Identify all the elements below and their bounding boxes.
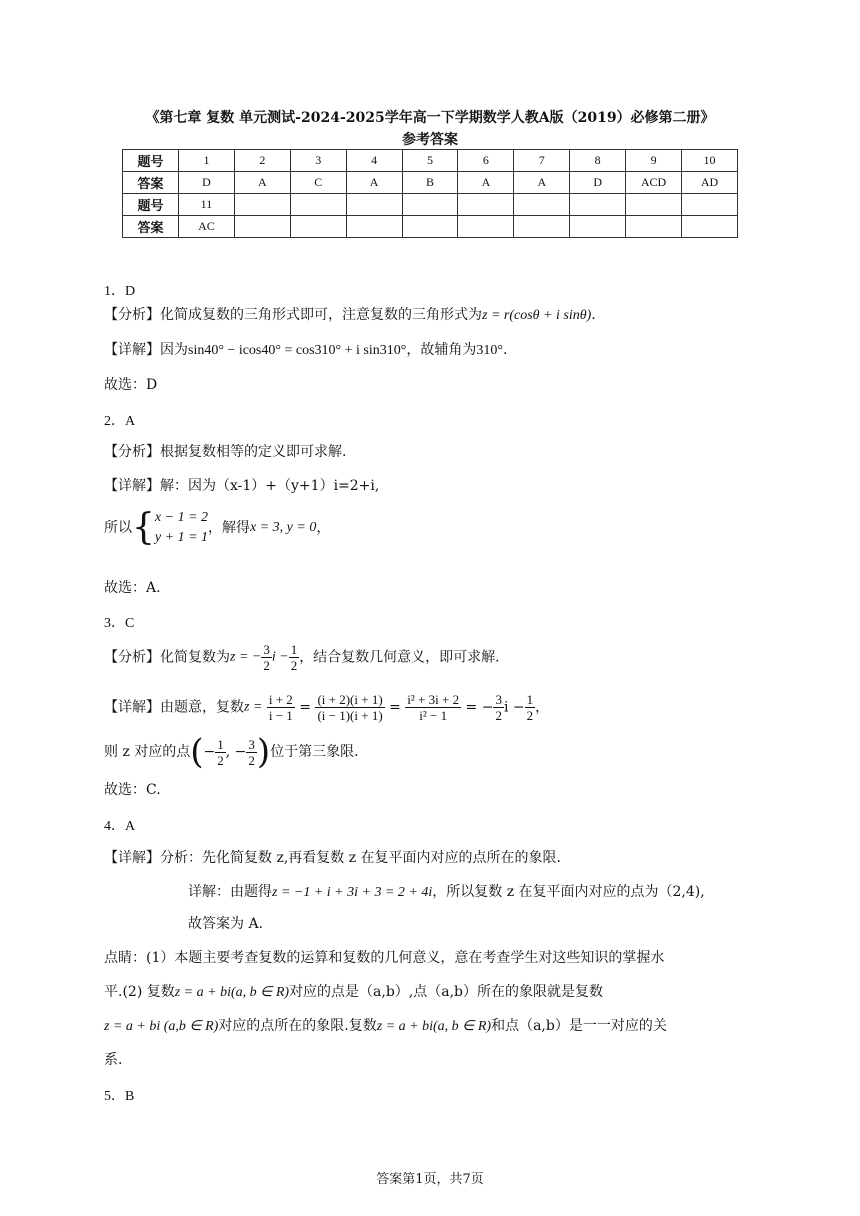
- table-cell: B: [402, 172, 458, 194]
- analysis-text: 化简复数为: [160, 649, 230, 666]
- detail-text: 分析：先化简复数 z,再看复数 z 在复平面内对应的点所在的象限.: [160, 850, 562, 866]
- table-cell: [290, 216, 346, 238]
- table-row: [123, 194, 738, 216]
- table-cell: [514, 194, 570, 216]
- row-label-answer: 答案: [123, 216, 179, 238]
- detail-text: 由题意，复数: [160, 699, 244, 716]
- comment-line: [104, 982, 603, 1003]
- detail-line: [188, 882, 705, 903]
- table-row: [123, 216, 738, 238]
- math-expression: sin40° − icos40° = cos310° + i sin310°: [188, 343, 407, 358]
- math-expression: x = 3, y = 0: [250, 520, 317, 535]
- comment-line: 系.: [104, 1052, 123, 1068]
- analysis-text: 根据复数相等的定义即可求解.: [160, 444, 347, 460]
- comment-text: 对应的点是（a,b）,点（a,b）所在的象限就是复数: [289, 984, 604, 1000]
- question-number: 2．A: [104, 414, 136, 429]
- table-cell: D: [570, 172, 626, 194]
- table-cell: 7: [514, 150, 570, 172]
- fraction: $\frac{3}{2}$: [263, 642, 270, 673]
- detail-label: 【详解】: [104, 850, 160, 866]
- math-expression: z = a + bi(a, b ∈ R): [376, 1019, 492, 1034]
- question-number: 1．D: [104, 284, 136, 299]
- detail-text: ，所以复数 z 在复平面内对应的点为（2,4),: [432, 884, 705, 900]
- detail-label: 【详解】: [104, 478, 160, 494]
- table-cell: [402, 216, 458, 238]
- table-cell: AC: [179, 216, 235, 238]
- table-cell: 8: [570, 150, 626, 172]
- page-title: 《第七章 复数 单元测试-2024-2025学年高一下学期数学人教A版（2019）必修第二册》: [145, 110, 715, 126]
- fraction: $\frac{1}{2}$: [526, 692, 534, 723]
- table-cell: AD: [682, 172, 738, 194]
- table-cell: [682, 194, 738, 216]
- table-cell: [234, 194, 290, 216]
- fraction: $\frac{1}{2}$: [290, 642, 298, 673]
- fraction: $\frac{3}{2}$: [495, 692, 502, 723]
- equation-system-line: 所以{ x − 1 = 2 y + 1 = 1 ，解得x = 3, y = 0，: [104, 507, 331, 548]
- analysis-line: 【分析】化简成复数的三角形式即可，注意复数的三角形式为z = r(cosθ + i sinθ).: [104, 307, 596, 323]
- table-cell: [458, 194, 514, 216]
- fraction: $\frac{i + 2}{i - 1}$: [268, 692, 293, 723]
- answer-table: [122, 149, 738, 238]
- detail-text: 解：因为（x-1）+（y+1）i=2+i,: [160, 478, 380, 494]
- comment-text: 平.(2) 复数: [104, 984, 175, 1000]
- table-cell: [570, 216, 626, 238]
- table-cell: [458, 216, 514, 238]
- detail-text: 所以: [104, 520, 132, 536]
- table-cell: [290, 194, 346, 216]
- detail-text: 详解：由题得: [188, 884, 272, 900]
- row-label-question: 题号: [123, 194, 179, 216]
- table-cell: A: [234, 172, 290, 194]
- fraction: $\frac{1}{2}$: [217, 736, 224, 768]
- detail-line: [104, 476, 379, 496]
- math-expression: z = r(cosθ + i sinθ): [482, 308, 592, 323]
- brace-symbol: {: [132, 507, 155, 548]
- table-cell: [514, 216, 570, 238]
- analysis-label: 【分析】: [104, 649, 160, 666]
- row-label-question: 题号: [123, 150, 179, 172]
- table-cell: [346, 216, 402, 238]
- table-cell: C: [290, 172, 346, 194]
- detail-text: 位于第三象限.: [270, 744, 359, 760]
- math-expression: z = a + bi (a,b ∈ R): [104, 1019, 219, 1034]
- table-cell: A: [514, 172, 570, 194]
- analysis-label: 【分析】: [104, 307, 160, 323]
- detail-label: 【详解】: [104, 699, 160, 716]
- detail-text: 则 z 对应的点: [104, 744, 191, 760]
- fraction: $\frac{\text{i² + 3i + 2}}{\text{i² − 1}}$: [407, 692, 460, 723]
- detail-line: 故答案为 A.: [188, 916, 264, 932]
- detail-text: ，解得: [208, 520, 251, 536]
- table-cell: 3: [290, 150, 346, 172]
- table-cell: 6: [458, 150, 514, 172]
- detail-line: [104, 848, 561, 868]
- question-number: 4．A: [104, 819, 136, 834]
- math-expression: z = a + bi(a, b ∈ R): [174, 985, 290, 1000]
- row-label-answer: 答案: [123, 172, 179, 194]
- question-number: 5．B: [104, 1089, 135, 1104]
- detail-line: 【详解】由题意，复数z = $\frac{i + 2}{i - 1}$ = $\frac{(i + 2)(i + 1)}{(i - 1)(i + 1)}$ = $\frac{\text{i² + 3i + 2}}{\text{i² − 1}}$ = − $\frac{3}{2}$ i − $\frac{1}{2}$ ，: [104, 692, 550, 723]
- table-row: [123, 150, 738, 172]
- choice-line: 故选：A.: [104, 580, 161, 596]
- table-cell: 11: [179, 194, 235, 216]
- comment-text: 对应的点所在的象限.复数: [218, 1018, 377, 1034]
- choice-line: 故选：C.: [104, 782, 161, 798]
- table-cell: [234, 216, 290, 238]
- math-expression: 310°: [476, 343, 503, 358]
- choice-line: 故选：D: [104, 377, 158, 393]
- fraction: $\frac{(i + 2)(i + 1)}{(i - 1)(i + 1)}$: [317, 692, 383, 723]
- page-subtitle: 参考答案: [402, 132, 458, 148]
- table-cell: [626, 194, 682, 216]
- page-footer: 答案第1页，共7页: [376, 1172, 484, 1187]
- detail-text: ，故辅角为: [406, 342, 477, 358]
- point-line: 则 z 对应的点(− $\frac{1}{2}$ , − $\frac{3}{2}$ )位于第三象限.: [104, 732, 359, 772]
- table-cell: [346, 194, 402, 216]
- table-cell: D: [179, 172, 235, 194]
- detail-label: 【详解】: [104, 342, 160, 358]
- math-expression: z = −1 + i + 3i + 3 = 2 + 4i: [272, 885, 433, 900]
- table-cell: 2: [234, 150, 290, 172]
- table-cell: ACD: [626, 172, 682, 194]
- fraction: $\frac{3}{2}$: [248, 736, 255, 768]
- detail-line: 【详解】因为sin40° − icos40° = cos310° + i sin310°，故辅角为310°.: [104, 342, 508, 358]
- comment-text: 和点（a,b）是一一对应的关: [491, 1018, 667, 1034]
- comment-line: [104, 1016, 667, 1037]
- table-cell: 1: [179, 150, 235, 172]
- question-number: 3．C: [104, 616, 135, 631]
- table-cell: 9: [626, 150, 682, 172]
- table-cell: [402, 194, 458, 216]
- table-cell: 10: [682, 150, 738, 172]
- table-cell: [682, 216, 738, 238]
- analysis-text: ，结合复数几何意义，即可求解.: [299, 649, 500, 666]
- comment-line: 点睛：(1）本题主要考查复数的运算和复数的几何意义，意在考查学生对这些知识的掌握水: [104, 950, 665, 966]
- table-cell: 4: [346, 150, 402, 172]
- detail-text: 因为: [160, 342, 188, 358]
- table-cell: [626, 216, 682, 238]
- equation-system: x − 1 = 2 y + 1 = 1: [154, 510, 209, 545]
- analysis-line: 【分析】化简复数为z = − $\frac{3}{2}$ i − $\frac{1}{2}$ ，结合复数几何意义，即可求解.: [104, 642, 500, 673]
- table-cell: A: [458, 172, 514, 194]
- analysis-line: [104, 442, 346, 462]
- table-cell: [570, 194, 626, 216]
- table-cell: A: [346, 172, 402, 194]
- table-row: [123, 172, 738, 194]
- analysis-text: 化简成复数的三角形式即可，注意复数的三角形式为: [160, 307, 482, 323]
- analysis-label: 【分析】: [104, 444, 160, 460]
- table-cell: 5: [402, 150, 458, 172]
